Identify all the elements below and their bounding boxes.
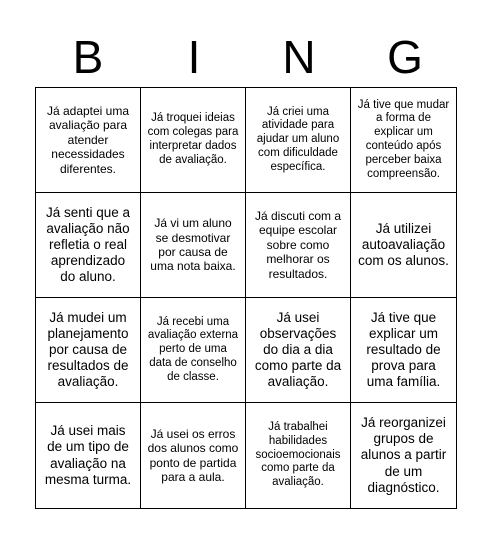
cell-text: Já usei os erros dos alunos como ponto de partida para a aula. — [147, 426, 239, 484]
header-letter-n: N — [282, 31, 316, 83]
bingo-cell[interactable] — [36, 298, 141, 403]
bingo-cell[interactable] — [351, 298, 456, 403]
bingo-cell[interactable] — [36, 403, 141, 508]
cell-text: Já trabalhei habilidades socioemocionais como parte da avaliação. — [255, 421, 341, 489]
cell-text: Já vi um aluno se desmotivar por causa de uma nota baixa. — [150, 216, 236, 274]
cell-text: Já usei observações do dia a dia como parte da avaliação. — [254, 309, 342, 390]
header-letter-i: I — [187, 31, 201, 83]
header-letter-b: B — [72, 31, 104, 83]
bingo-cell[interactable] — [351, 193, 456, 298]
bingo-cell[interactable] — [36, 88, 141, 193]
cell-text: Já utilizei autoavaliação com os alunos. — [358, 220, 449, 269]
bingo-cell[interactable] — [141, 193, 246, 298]
cell-text: Já criei uma atividade para ajudar um aluno com dificuldade específica. — [256, 105, 340, 173]
cell-text: Já discuti com a equipe escolar sobre como melhorar os resultados. — [254, 209, 342, 281]
cell-text: Já tive que mudar a forma de explicar um conteúdo após perceber baixa compreensão. — [357, 98, 450, 180]
bingo-cell[interactable] — [246, 403, 351, 508]
bingo-card — [35, 87, 457, 509]
bingo-header — [35, 28, 457, 86]
cell-text: Já adaptei uma avaliação para atender necessidades diferentes. — [46, 104, 130, 176]
cell-text: Já troquei ideias com colegas para interpretar dados de avaliação. — [147, 112, 239, 166]
bingo-cell[interactable] — [246, 298, 351, 403]
bingo-cell[interactable] — [246, 193, 351, 298]
bingo-cell[interactable] — [351, 403, 456, 508]
cell-text: Já senti que a avaliação não refletia o real aprendizado do aluno. — [45, 204, 131, 285]
bingo-cell[interactable] — [36, 193, 141, 298]
cell-text: Já reorganizei grupos de alunos a partir de um diagnóstico. — [360, 415, 447, 495]
header-letter-g: G — [387, 31, 423, 83]
cell-text: Já usei mais de um tipo de avaliação na mesma turma. — [44, 423, 132, 487]
bingo-cell[interactable] — [141, 88, 246, 193]
cell-text: Já mudei um planejamento por causa de resultados de avaliação. — [47, 309, 129, 390]
bingo-cell[interactable] — [141, 298, 246, 403]
bingo-cell[interactable] — [351, 88, 456, 193]
cell-text: Já recebi uma avaliação externa perto de uma data de conselho de classe. — [147, 315, 239, 383]
bingo-cell[interactable] — [141, 403, 246, 508]
bingo-cell[interactable] — [246, 88, 351, 193]
cell-text: Já tive que explicar um resultado de prova para uma família. — [366, 309, 441, 390]
